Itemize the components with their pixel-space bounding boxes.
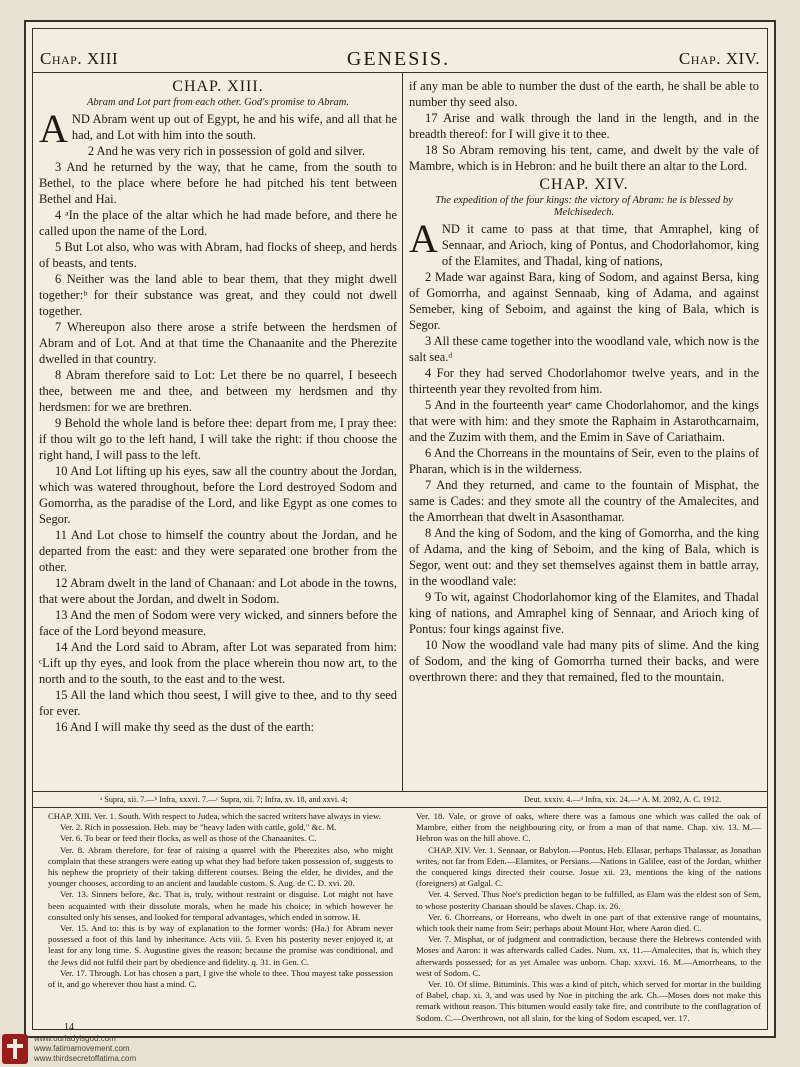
verse-12: 12 Abram dwelt in the land of Chanaan: and Lot abode in the towns, that were about the Jordan, and dwelt in Sodom. bbox=[39, 576, 397, 606]
verse-4: 4 For they had served Chodorlahomor twelve years, and in the thirteenth year they revolted from him. bbox=[409, 366, 759, 396]
watermark bbox=[2, 1032, 212, 1066]
footnote-rule bbox=[33, 791, 767, 792]
note: Ver. 15. And to: this is by way of explanation to the former words: (Ha.) for Abram never possessed a foot of this land by inheritance. Acts viii. 5. Even his posterity never enjoyed it, at least for any long time. S. Augustine gives the reason; because the promise was conditional, and the Jews did not fulfil their part by obedience and fidelity. q. 31. in Gen. C. bbox=[48, 923, 393, 967]
verse-text: ND it came to pass at that time, that Amraphel, king of Sennaar, and Arioch, king of Pontus, and Chodorlahomor, king of the Elamites, and Thadal, king of nations, bbox=[441, 222, 759, 268]
watermark-urls bbox=[34, 1034, 136, 1064]
cross-references-right: Deut. xxxiv. 4.—ᵈ Infra, xix. 24.—ᵉ A. M. 2092, A. C. 1912. bbox=[524, 795, 722, 804]
verse-16: 16 And I will make thy seed as the dust of the earth: bbox=[55, 720, 315, 734]
header-right: Chap. XIV. bbox=[678, 49, 760, 68]
note: CHAP. XIII. Ver. 1. South. With respect to Judea, which the sacred writers have always in view. bbox=[48, 811, 381, 821]
note: Ver. 8. Abram therefore, for fear of raising a quarrel with the Pherezites also, who might complain that these strangers were eating up what they had before taken possession of, suggests to his nephew the propriety of their taking different courses. Being the elder, he divides, and the younger chooses, according to an ancient and laudable custom. S. Aug. de C. D. xvi. 20. bbox=[48, 844, 393, 889]
verse-13: 13 And the men of Sodom were very wicked, and sinners before the face of the Lord beyond measure. bbox=[39, 608, 397, 638]
verse-5: 5 But Lot also, who was with Abram, had flocks of sheep, and herds of beasts, and tents. bbox=[39, 240, 397, 270]
header-rule bbox=[33, 72, 767, 73]
chapter-title: CHAP. XIII. bbox=[172, 78, 264, 95]
left-column bbox=[39, 78, 397, 735]
commentary-left bbox=[48, 811, 393, 990]
verse-7: 7 Whereupon also there arose a strife between the herdsmen of Abram and of Lot. And at that time the Chanaanite and the Pherezite dwelled in that country. bbox=[39, 320, 397, 366]
header-left: Chap. XIII bbox=[40, 49, 119, 68]
verse-10: 10 And Lot lifting up his eyes, saw all the country about the Jordan, which was watered throughout, before the Lord destroyed Sodom and Gomorrha, as the paradise of the Lord, and like Egypt as one comes to Segor. bbox=[39, 464, 397, 526]
page-number: 14 bbox=[64, 1022, 74, 1033]
verse-10: 10 Now the woodland vale had many pits of slime. And the king of Sodom, and the king of Gomorrha turned their backs, and were overthrown there: and they that remained, fled to the mountain. bbox=[409, 638, 759, 684]
watermark-url: www.fatimamovement.com bbox=[34, 1044, 130, 1053]
note: Ver. 6. To bear or feed their flocks, as well as those of the Chanaanites. C. bbox=[60, 833, 317, 844]
verse-7: 7 And they returned, and came to the fountain of Misphat, the same is Cades: and they smote all the country of the Amalecites, and the Amorrhean that dwelt in Asasonthamar. bbox=[409, 478, 759, 524]
note: Ver. 7. Misphat, or of judgment and contradiction, because there the Hebrews contended with Moses and Aaron: it was afterwards called Cades. Num. xx. 11.—Amalecites, that is, which they afterwards possessed; for as yet Amalec was unborn. Chap. xxxvi. 16. M.—Amorrheans, to the west of Sodom. C. bbox=[416, 934, 761, 978]
commentary-right bbox=[416, 811, 761, 1024]
verse-3: 3 All these came together into the woodland vale, which now is the salt sea.ᵈ bbox=[409, 334, 760, 364]
verse-1 bbox=[409, 216, 759, 269]
verse-9: 9 Behold the whole land is before thee: depart from me, I pray thee: if thou wilt go to the left hand, I will take the right: if thou choose the right hand, I will pass to the left. bbox=[39, 416, 397, 462]
verse-11: 11 And Lot chose to himself the country about the Jordan, and he departed from the east: and they were separated one brother from the other. bbox=[39, 528, 397, 574]
verse-17: 17 Arise and walk through the land in the length, and in the breadth thereof: for I will give it to thee. bbox=[409, 111, 759, 141]
verse-text: ND Abram went up out of Egypt, he and his wife, and all that he had, and Lot with him into the south. bbox=[71, 112, 397, 142]
verse-2: 2 Made war against Bara, king of Sodom, and against Bersa, king of Gomorrha, and against Sennaab, king of Adama, and against Semeber, king of Seboim, and against the king of Bala, which is Segor. bbox=[409, 270, 759, 332]
verse-8: 8 And the king of Sodom, and the king of Gomorrha, and the king of Adama, and the king of Seboim, and the king of Bala, which is Segor, went out: and they set themselves against them in battle array, in the woodland vale: bbox=[409, 526, 759, 588]
note: CHAP. XIV. Ver. 1. Sennaar, or Babylon.—Pontus, Heb. Ellasar, perhaps Thalassar, as Jonathan writes, not far from Eden.—Elamites, or Persians.—Nations in Galilee, east of the Jordan, whither the conquered kings directed their course. Josue xii. 23, mentions the king of the nations (foreigners) at Galgal. C. bbox=[416, 844, 761, 889]
verse-6: 6 And the Chorreans in the mountains of Seir, even to the plains of Pharan, which is in the wilderness. bbox=[409, 446, 759, 476]
cross-logo-icon bbox=[2, 1034, 28, 1064]
verse-16-continued: if any man be able to number the dust of the earth, he shall be able to number thy seed also. bbox=[409, 79, 759, 109]
note: Ver. 18. Vale, or grove of oaks, where there was a famous one which was called the oak of Mambre, either from the neighbouring city, or from a man of that name. Chap. xiv. 13. M.—Hebron was on the hill above. C. bbox=[416, 811, 761, 844]
chapter-summary: Abram and Lot part from each other. God's promise to Abram. bbox=[86, 97, 350, 108]
note: Ver. 6. Chorreans, or Horreans, who dwelt in one part of that extensive range of mountains, which took their name from Seir; perhaps about Mount Hor, where Aaron died. C. bbox=[416, 911, 761, 934]
verse-18: 18 So Abram removing his tent, came, and dwelt by the vale of Mambre, which is in Hebron: and he built there an altar to the Lord. bbox=[409, 143, 759, 173]
note: Ver. 10. Of slime. Bituminis. This was a kind of pitch, which served for mortar in the building of Babel, chap. xi. 3, and was used by Noe in pitching the ark. Ch.—Moses does not make this remark without reason. This bitumen would easily take fire, and contribute to the conflagration of Sodom. C.—Overthrown, not all slain, for the king of Sodom escaped, ver. 17. bbox=[416, 979, 761, 1023]
watermark-url: www.ourladyisgod.com bbox=[34, 1034, 116, 1043]
verse-6: 6 Neither was the land able to bear them, that they might dwell together:ᵇ for their substance was great, and they could not dwell together. bbox=[39, 272, 397, 318]
verse-5: 5 And in the fourteenth yearᵉ came Chodorlahomor, and the kings that were with him: and they smote the Raphaim in Astarothcarnaim, and the Zuzim with them, and the Emim in Save of Cariathaim. bbox=[409, 398, 759, 444]
right-column bbox=[409, 78, 759, 685]
running-header bbox=[40, 44, 760, 74]
verse-15: 15 All the land which thou seest, I will give to thee, and to thy seed for ever. bbox=[39, 688, 397, 718]
chapter-summary: The expedition of the four kings: the victory of Abram: he is blessed by Melchisedech. bbox=[435, 195, 733, 218]
note: Ver. 17. Through. Lot has chosen a part, I give the whole to thee. Thou mayest take possession of it, and go wherever thou hast a mind. C. bbox=[48, 967, 393, 990]
chapter-title: CHAP. XIV. bbox=[539, 176, 629, 193]
verse-9: 9 To wit, against Chodorlahomor king of the Elamites, and Thadal king of nations, and Amraphel king of Sennaar, and Arioch king of Pontus: four kings against five. bbox=[409, 590, 759, 636]
watermark-url: www.thirdsecretoffatima.com bbox=[34, 1054, 137, 1063]
cross-references-left: ᵃ Supra, xii. 7.—ᵇ Infra, xxxvi. 7.—ᶜ Supra, xii. 7; Infra, xv. 18, and xxvi. 4; bbox=[100, 795, 348, 804]
notes-rule bbox=[33, 807, 767, 808]
drop-cap: A bbox=[409, 216, 438, 261]
verse-3: 3 And he returned by the way, that he came, from the south to Bethel, to the place where before he had pitched his tent between Bethel and Hai. bbox=[39, 160, 397, 206]
note: Ver. 13. Sinners before, &c. That is, truly, without restraint or disguise. Lot might not have been acquainted with their dissolute morals, when he made his choice; in which however he consulted only his senses, and looked for temporal advantages, which ended in sorrow. H. bbox=[48, 889, 393, 922]
verse-8: 8 Abram therefore said to Lot: Let there be no quarrel, I beseech thee, between me and thee, and between my herdsmen and thy herdsmen: for we are brethren. bbox=[39, 368, 397, 414]
column-divider bbox=[402, 73, 403, 791]
note: Ver. 2. Rich in possession. Heb. may be "heavy laden with cattle, gold," &c. M. bbox=[60, 822, 337, 833]
header-book-title: GENESIS. bbox=[346, 47, 451, 70]
bible-page bbox=[24, 20, 776, 1038]
note: Ver. 4. Served. Thus Noe's prediction began to be fulfilled, as Elam was the eldest son of Sem, to whose posterity Chanaan should be slaves. Chap. ix. 26. bbox=[416, 889, 761, 911]
verse-4: 4 ᵃIn the place of the altar which he had made before, and there he called upon the name of the Lord. bbox=[39, 208, 397, 238]
verse-14: 14 And the Lord said to Abram, after Lot was separated from him: ᶜLift up thy eyes, and look from the place wherein thou now art, to the north and to the south, to the east and to the west. bbox=[39, 640, 397, 686]
drop-cap: A bbox=[39, 106, 68, 151]
verse-2: 2 And he was very rich in possession of gold and silver. bbox=[87, 144, 365, 158]
